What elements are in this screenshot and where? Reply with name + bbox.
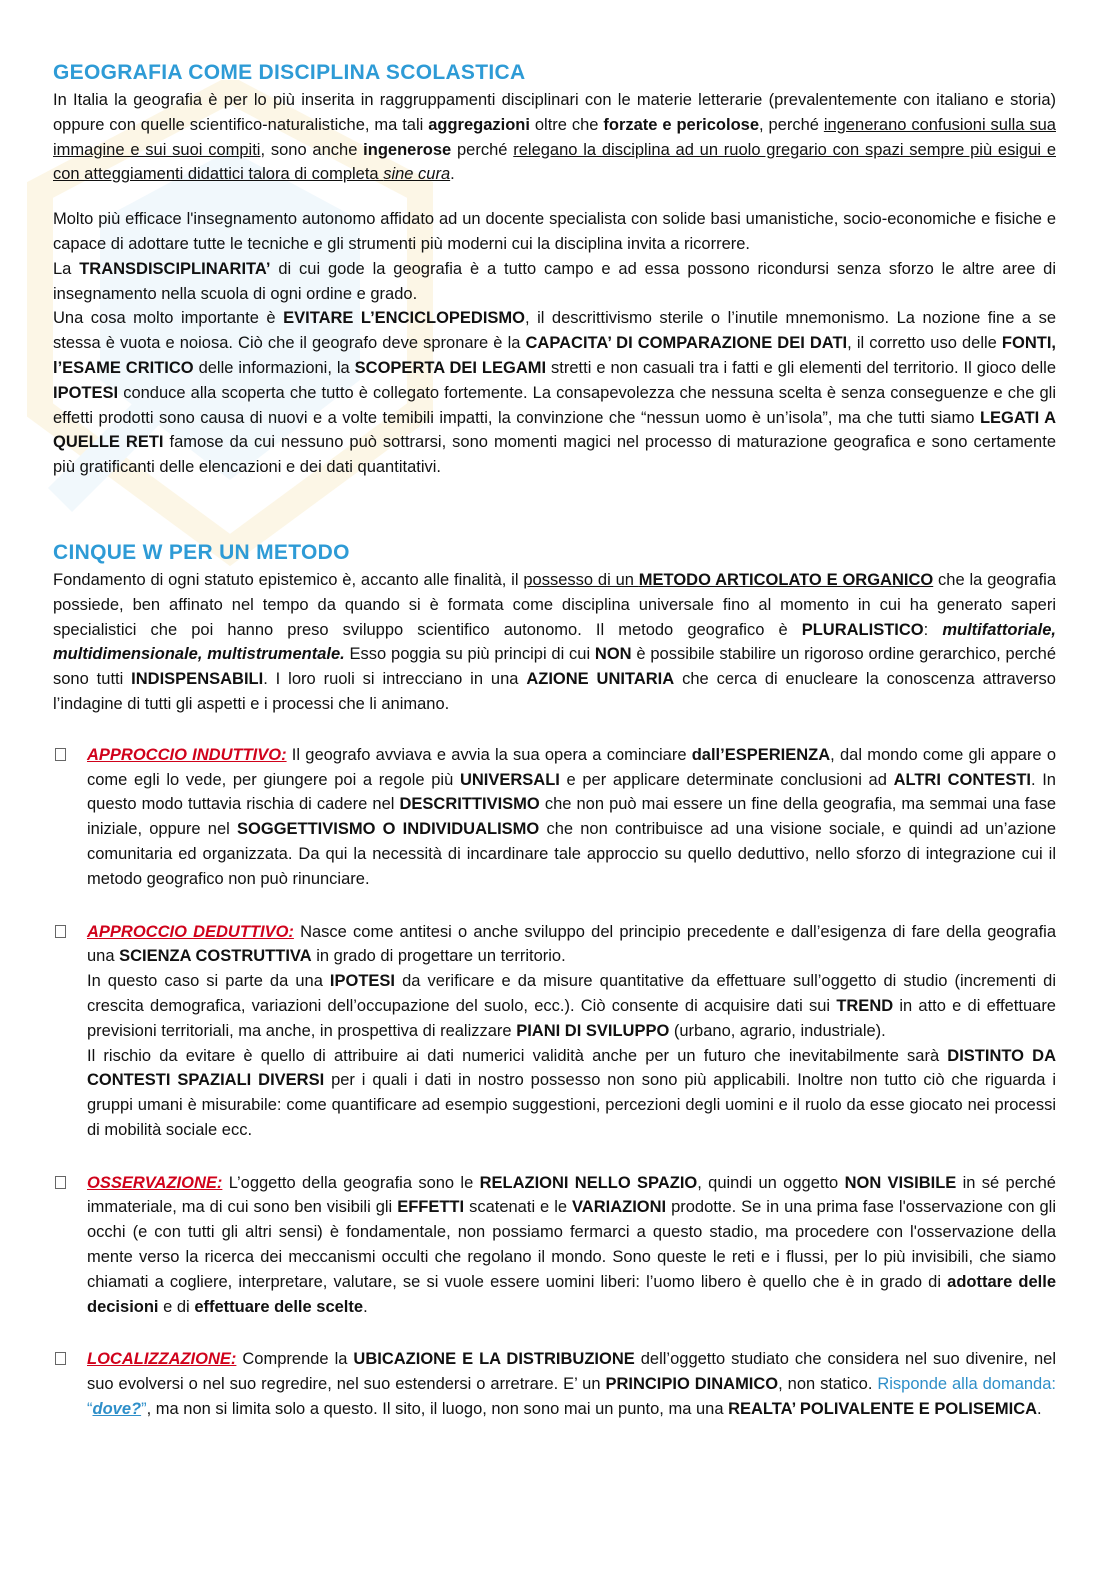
list-item-induttivo: APPROCCIO INDUTTIVO: Il geografo avviava e avvia la sua opera a cominciare dall’ESPERIENZA, dal mondo come gli appare o come egli lo vede, per giungere poi a regole più UNIVERSALI e per applicare determinate conclusioni ad ALTRI CONTESTI. In questo modo tuttavia rischia di cadere nel DESCRITTIVISMO che non può mai essere un fine della geografia, ma semmai una fase iniziale, oppure nel SOGGETTIVISMO O INDIVIDUALISMO che non contribuisce ad una visione sociale, e quindi ad un’azione comunitaria ed organizzata. Da qui la necessità di incardinare tale approccio su quello deduttivo, nello sforzo di integrazione cui il metodo geografico non può rinunciare. bbox=[53, 743, 1056, 892]
section-title-geografia: GEOGRAFIA COME DISCIPLINA SCOLASTICA bbox=[53, 61, 526, 84]
document-page bbox=[53, 58, 1056, 1422]
checkbox-icon bbox=[55, 1176, 66, 1189]
list-item-localizzazione: LOCALIZZAZIONE: Comprende la UBICAZIONE E LA DISTRIBUZIONE dell’oggetto studiato che considera nel suo divenire, nel suo evolversi o nel suo regredire, nel suo estendersi o arretrare. E’ un PRINCIPIO DINAMICO, non statico. Risponde alla domanda: “dove?”, ma non si limita solo a questo. Il sito, il luogo, non sono mai un punto, ma una REALTA’ POLIVALENTE E POLISEMICA. bbox=[53, 1347, 1056, 1421]
checkbox-icon bbox=[55, 925, 66, 938]
checkbox-icon bbox=[55, 1352, 66, 1365]
paragraph-geografia-intro: In Italia la geografia è per lo più inserita in raggruppamenti disciplinari con le materie letterarie (prevalentemente con italiano e storia) oppure con quelle scientifico-naturalistiche, ma tali aggregazioni oltre che forzate e pericolose, perché ingenerano confusioni sulla sua immagine e sui suoi compiti, sono anche ingenerose perché relegano la disciplina ad un ruolo gregario con spazi sempre più esigui e con atteggiamenti didattici talora di completa sine cura. bbox=[53, 91, 1056, 184]
paragraph-enciclopedismo: Una cosa molto importante è EVITARE L’ENCICLOPEDISMO, il descrittivismo sterile o l’inutile mnemonismo. La nozione fine a se stessa è vuota e noiosa. Ciò che il geografo deve spronare è la CAPACITA’ DI COMPARAZIONE DEI DATI, il corretto uso delle FONTI, l’ESAME CRITICO delle informazioni, la SCOPERTA DEI LEGAMI stretti e non casuali tra i fatti e gli elementi del territorio. Il gioco delle IPOTESI conduce alla scoperta che tutto è collegato fortemente. La consapevolezza che nessuna scelta è senza conseguenze e che gli effetti prodotti sono causa di nuovi e a volte temibili impatti, la convinzione che “nessun uomo è un’isola”, ma che tutti siamo LEGATI A QUELLE RETI famose da cui nessuno può sottrarsi, sono momenti magici nel processo di maturazione geografica e sono certamente più gratificanti delle elencazioni e dei dati quantitativi. bbox=[53, 309, 1056, 477]
paragraph-metodo: Fondamento di ogni statuto epistemico è, accanto alle finalità, il possesso di un METODO ARTICOLATO E ORGANICO che la geografia possiede, ben affinato nel tempo da quando si è formata come disciplina universale fino al momento in cui ha generato saperi specialistici che poi hanno preso sviluppo scientifico autonomo. Il metodo geografico è PLURALISTICO: multifattoriale, multidimensionale, multistrumentale. Esso poggia su più principi di cui NON è possibile stabilire un rigoroso ordine gerarchico, perché sono tutti INDISPENSABILI. I loro ruoli si intrecciano in una AZIONE UNITARIA che cerca di enucleare la conoscenza attraverso l’indagine di tutti gli aspetti e i processi che li animano. bbox=[53, 570, 1057, 713]
paragraph-transdisciplinarita: La TRANSDISCIPLINARITA’ di cui gode la geografia è a tutto campo e ad essa possono ricondursi senza sforzo le altre aree di insegnamento nella scuola di ogni ordine e grado. bbox=[53, 259, 1057, 303]
list-item-deduttivo: APPROCCIO DEDUTTIVO: Nasce come antitesi o anche sviluppo del principio precedente e dall’esigenza di fare della geografia una SCIENZA COSTRUTTIVA in grado di progettare un territorio. In questo caso si parte da una IPOTESI da verificare e da misure quantitative da effettuare sull’oggetto di studio (incrementi di crescita demografica, variazioni dell’occupazione del suolo, ecc.). Ciò consente di acquisire dati sui TREND in atto e di effettuare previsioni territoriali, ma anche, in prospettiva di realizzare PIANI DI SVILUPPO (urbano, agrario, industriale). Il rischio da evitare è quello di attribuire ai dati numerici validità anche per un futuro che inevitabilmente sarà DISTINTO DA CONTESTI SPAZIALI DIVERSI per i quali i dati in nostro possesso non sono più applicabili. Inoltre non tutto ciò che riguarda i gruppi umani è misurabile: come quantificare ad esempio suggestioni, percezioni degli uomini e il ruolo da esse giocato nei processi di mobilità sociale ecc. bbox=[53, 920, 1056, 1143]
section-title-metodo: CINQUE W PER UN METODO bbox=[53, 540, 350, 564]
paragraph-insegnamento-autonomo: Molto più efficace l'insegnamento autonomo affidato ad un docente specialista con solide basi umanistiche, socio-economiche e fisiche e capace di adottare tutte le tecniche e gli strumenti più moderni cui la disciplina invita a ricorrere. bbox=[53, 210, 1056, 253]
checkbox-icon bbox=[55, 748, 66, 761]
list-item-osservazione: OSSERVAZIONE: L’oggetto della geografia sono le RELAZIONI NELLO SPAZIO, quindi un oggetto NON VISIBILE in sé perché immateriale, ma di cui sono ben visibili gli EFFETTI scatenati e le VARIAZIONI prodotte. Se in una prima fase l'osservazione con gli occhi (e con tutti gli altri sensi) è fondamentale, non possiamo fermarci a questo stadio, ma procedere con l'osservazione della mente verso la ricerca dei meccanismi occulti che regolano il mondo. Sono queste le reti e i flussi, per lo più invisibili, che siamo chiamati a cogliere, interpretare, valutare, se si vuole essere uomini liberi: l’uomo libero è quello che è in grado di adottare delle decisioni e di effettuare delle scelte. bbox=[53, 1171, 1056, 1320]
